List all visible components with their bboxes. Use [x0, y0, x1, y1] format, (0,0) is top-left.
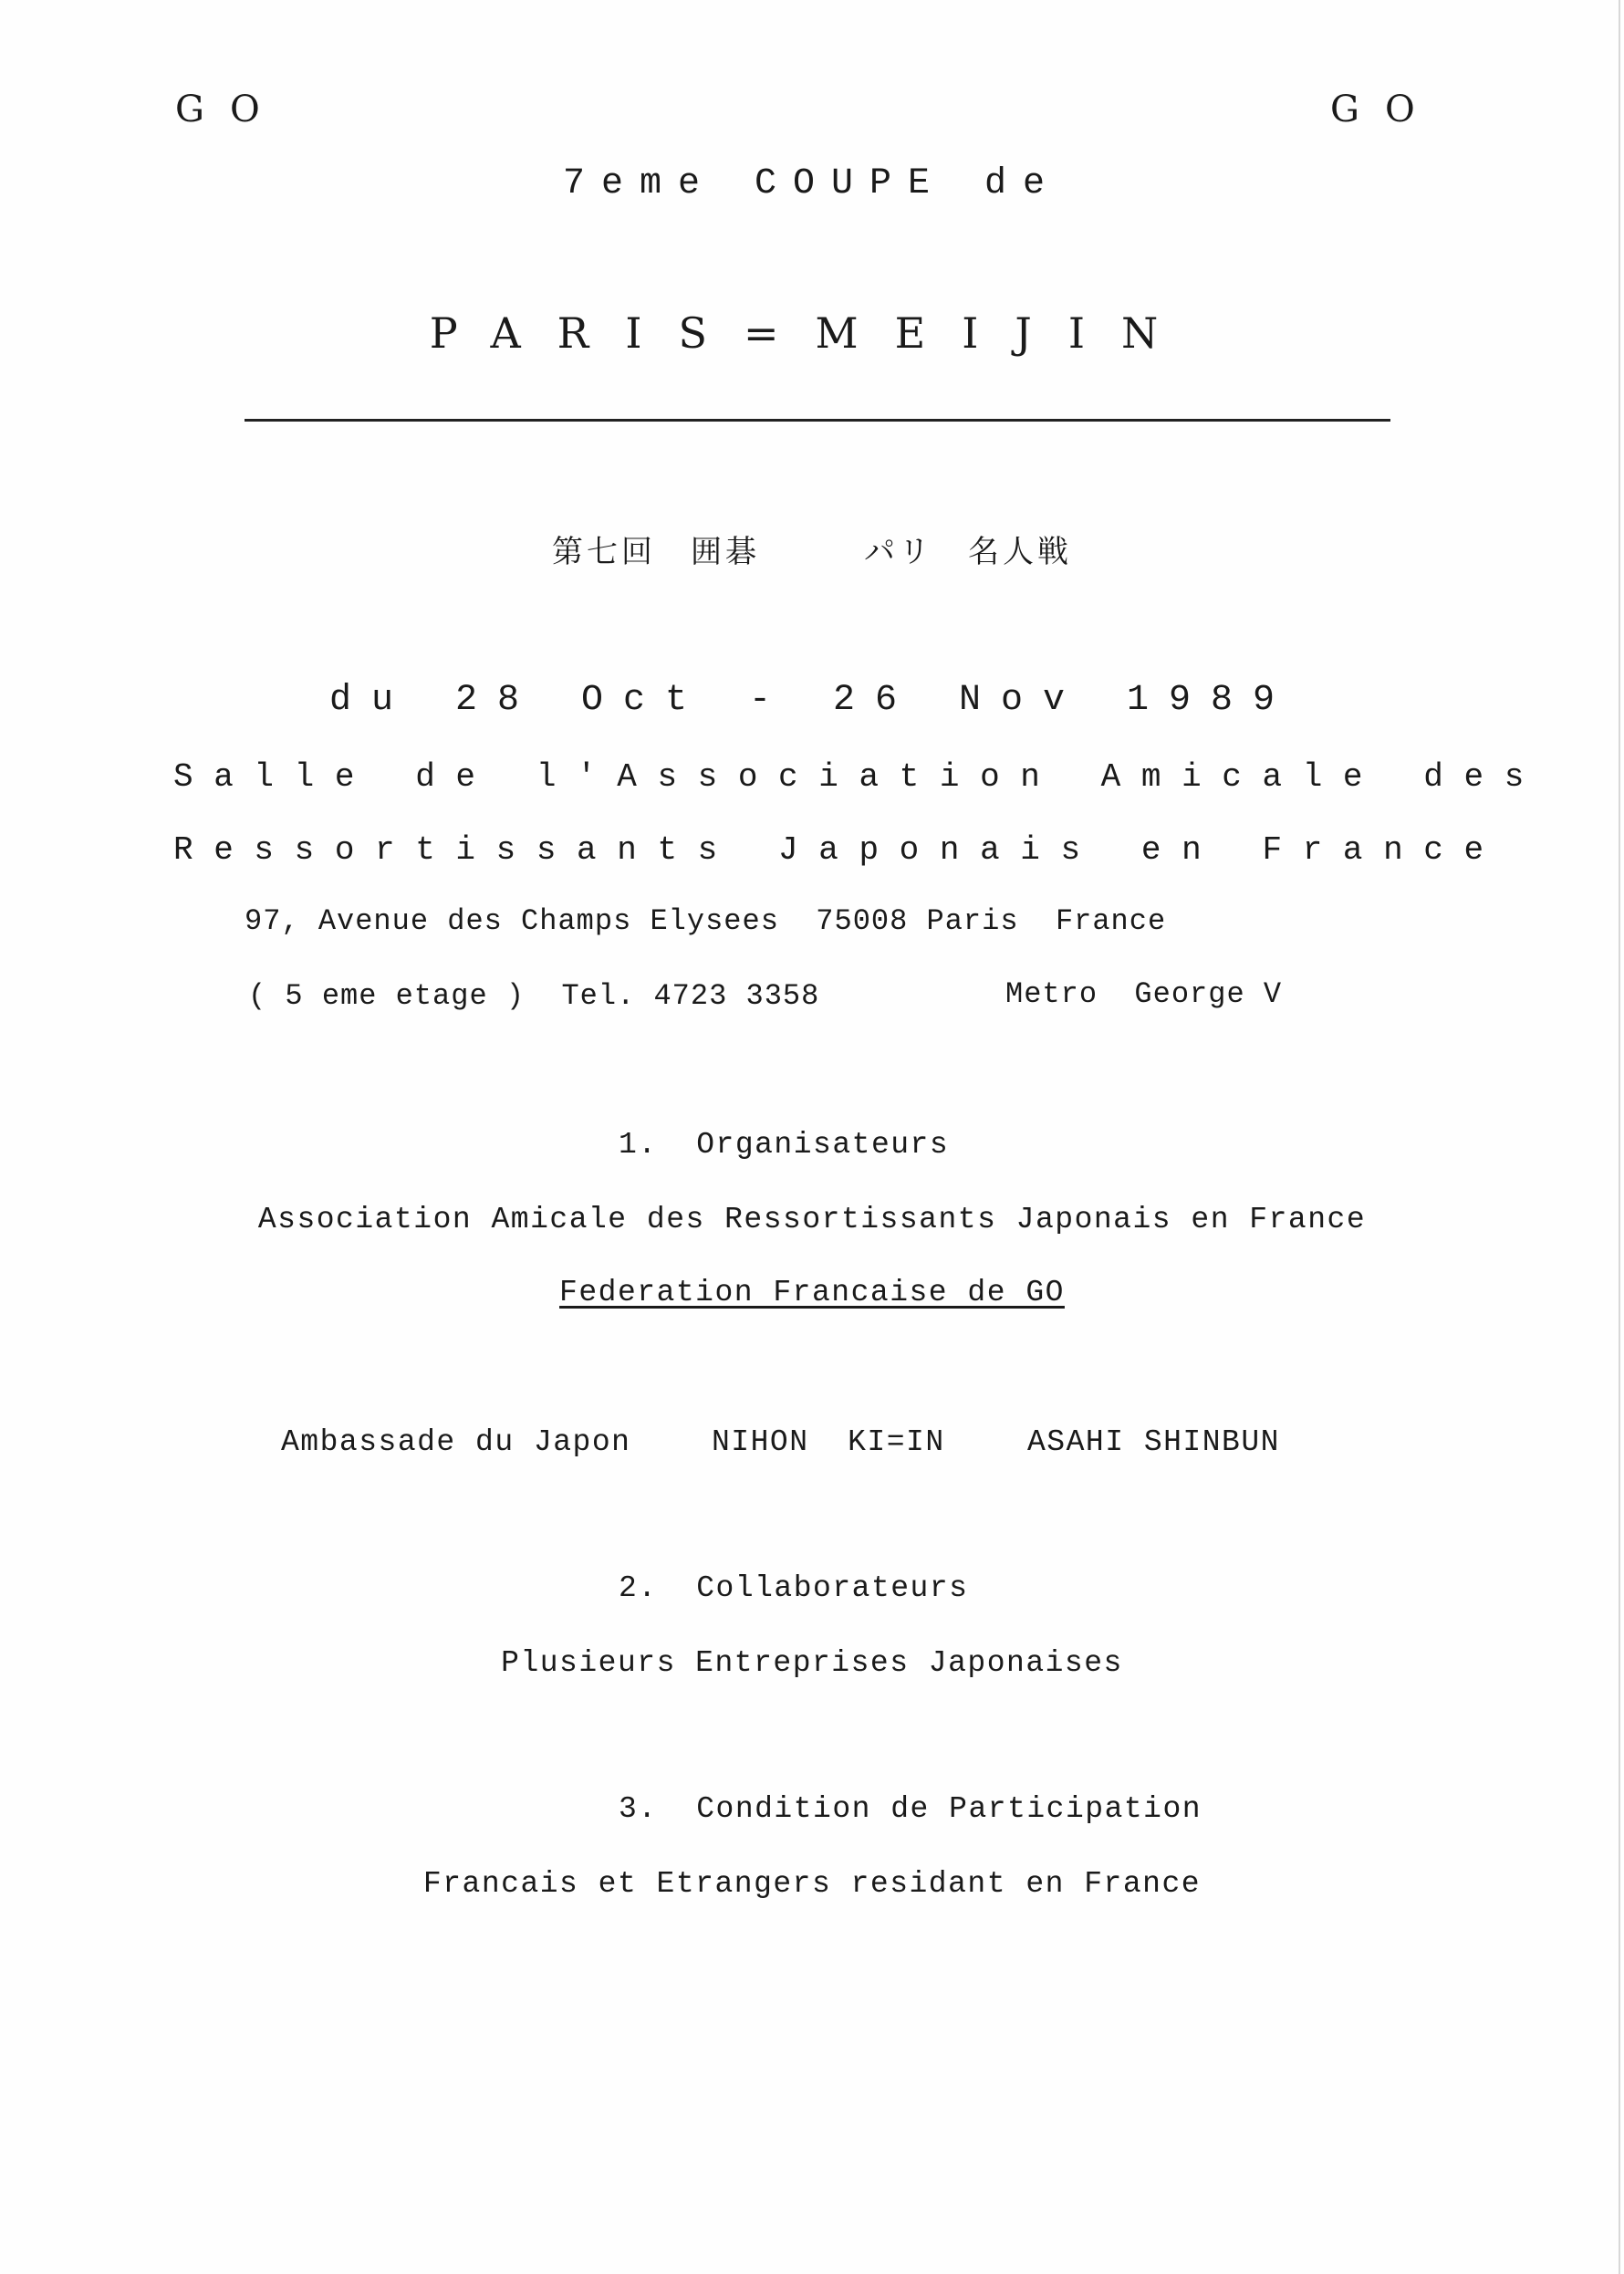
sponsor-ambassade: Ambassade du Japon: [281, 1425, 631, 1459]
section-heading-organisateurs: 1. Organisateurs: [619, 1128, 950, 1162]
venue-line-2: Ressortissants Japonais en France: [173, 831, 1504, 869]
cup-subtitle: 7eme COUPE de: [562, 163, 1062, 204]
japanese-title: 第七回 囲碁 パリ 名人戦: [552, 534, 1072, 570]
sponsor-nihon-kiin: NIHON KI=IN: [712, 1425, 945, 1459]
title-rule: [245, 419, 1390, 422]
venue-line-1: Salle de l'Association Amicale des: [173, 758, 1545, 796]
sponsor-asahi-shinbun: ASAHI SHINBUN: [1027, 1425, 1280, 1459]
corner-label-right: GO: [1330, 89, 1441, 130]
collaborateurs-text: Plusieurs Entreprises Japonaises: [501, 1646, 1123, 1680]
page-title: PARIS=MEIJIN: [429, 308, 1195, 358]
section-heading-collaborateurs: 2. Collaborateurs: [619, 1571, 969, 1605]
event-dates: du 28 Oct - 26 Nov 1989: [328, 680, 1296, 721]
organiser-federation: Federation Francaise de GO: [559, 1276, 1065, 1309]
participation-text: Francais et Etrangers residant en France: [422, 1867, 1202, 1901]
organiser-association: Association Amicale des Ressortissants Japonais en France: [257, 1203, 1367, 1236]
corner-label-left: GO: [175, 89, 286, 130]
metro-station: Metro George V: [1005, 977, 1283, 1011]
section-heading-participation: 3. Condition de Participation: [619, 1792, 1202, 1826]
floor-telephone: ( 5 eme etage ) Tel. 4723 3358: [248, 979, 820, 1013]
venue-address: 97, Avenue des Champs Elysees 75008 Paris France: [245, 904, 1167, 938]
